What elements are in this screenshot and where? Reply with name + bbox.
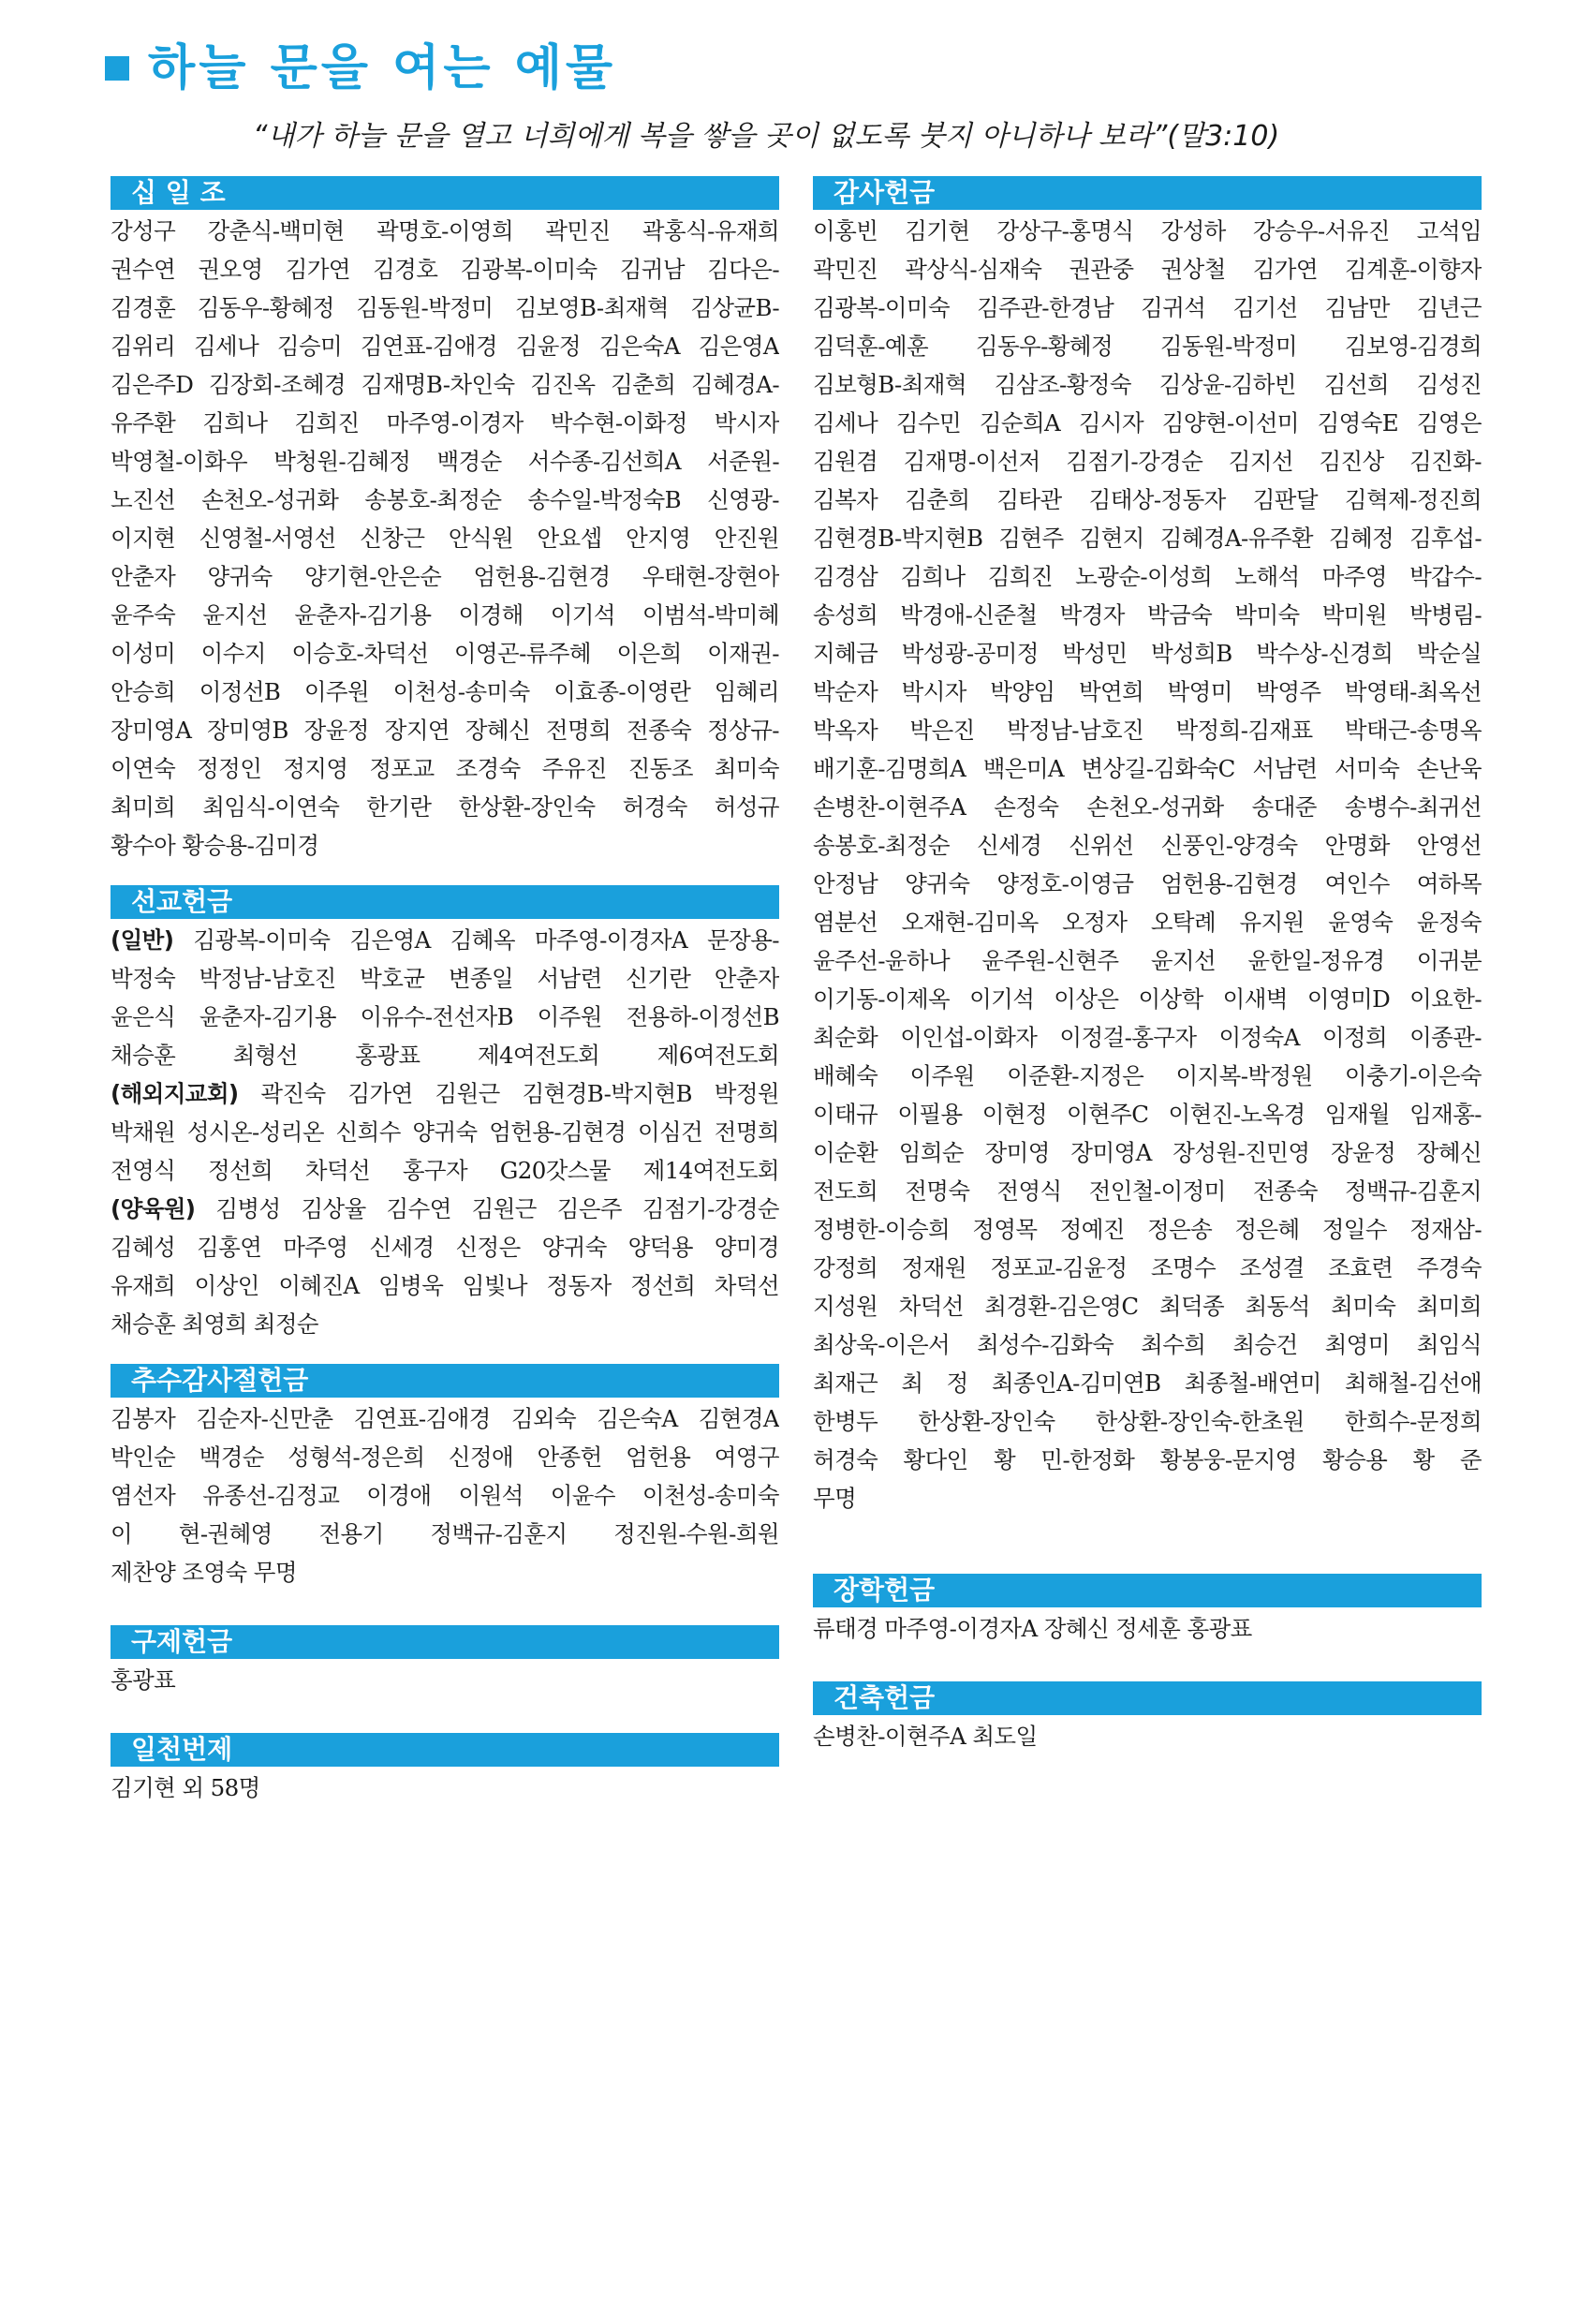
name-line: 노진선 손천오-성귀화 송봉호-최정순 송수일-박정숙B 신영광-: [111, 486, 779, 513]
name-line: 김현경B-박지현B 김현주 김현지 김혜경A-유주환 김혜정 김후섭-: [813, 525, 1482, 552]
name-line: 황수아 황승용-김미경: [111, 832, 319, 859]
section-heading: 구제헌금: [111, 1625, 779, 1659]
name-line: 김은주D 김장회-조혜경 김재명B-차인숙 김진옥 김춘희 김혜경A-: [111, 371, 779, 398]
name-line: [111, 1151, 779, 1190]
name-line: 박인순 백경순 성형석-정은희 신정애 안종헌 엄헌용 여영구: [111, 1443, 779, 1471]
name-line: 김기현 외 58명: [111, 1774, 260, 1801]
category-label: (양육원): [111, 1195, 196, 1222]
section-thousand: [111, 1733, 779, 1807]
name-line: 홍광표: [111, 1666, 176, 1694]
name-line: 박순자 박시자 박양임 박연희 박영미 박영주 박영태-최옥선: [813, 678, 1482, 705]
names-text: 전영식 정선희 차덕선 홍구자 G20갓스물 제14여전도회: [111, 1157, 779, 1184]
name-line: 안승희 이정선B 이주원 이천성-송미숙 이효종-이영란 임혜리: [111, 678, 779, 705]
name-line: 강정희 정재원 정포교-김윤정 조명수 조성결 조효련 주경숙: [813, 1254, 1482, 1281]
name-line: 장미영A 장미영B 장윤정 장지연 장혜신 전명희 전종숙 정상규-: [111, 717, 779, 744]
name-line: 김위리 김세나 김승미 김연표-김애경 김윤정 김은숙A 김은영A: [111, 333, 779, 360]
name-list: [111, 921, 779, 1343]
name-line: 최상욱-이은서 최성수-김화숙 최수희 최승건 최영미 최임식: [813, 1331, 1482, 1358]
names-text: 채승훈 최영희 최정순: [111, 1310, 318, 1338]
section-heading: 건축헌금: [813, 1681, 1482, 1715]
right-column: [813, 176, 1482, 1755]
name-line: 박옥자 박은진 박정남-남호진 박정희-김재표 박태근-송명옥: [813, 717, 1482, 744]
section-relief: [111, 1625, 779, 1699]
name-line: 손병찬-이현주A 손정숙 손천오-성귀화 송대준 송병수-최귀선: [813, 793, 1482, 821]
scripture-verse: “내가 하늘 문을 열고 너희에게 복을 쌓을 곳이 없도록 붓지 아니하나 보라”(말3:10): [253, 120, 1280, 153]
square-bullet-icon: [105, 56, 129, 81]
page-header: [105, 37, 1510, 99]
name-line: 김덕훈-예훈 김동우-황혜정 김동원-박정미 김보영-김경희: [813, 333, 1482, 360]
name-line: [111, 921, 779, 959]
name-line: 강성구 강춘식-백미현 곽명호-이영희 곽민진 곽홍식-유재희: [111, 217, 779, 244]
names-text: 박정숙 박정남-남호진 박호균 변종일 서남련 신기란 안춘자: [111, 965, 779, 992]
name-list: [813, 1717, 1482, 1755]
name-line: 김세나 김수민 김순희A 김시자 김양현-이선미 김영숙E 김영은: [813, 409, 1482, 437]
names-text: 채승훈 최형선 홍광표 제4여전도회 제6여전도회: [111, 1042, 779, 1069]
name-line: 김보형B-최재혁 김삼조-황정숙 김상윤-김하빈 김선희 김성진: [813, 371, 1482, 398]
name-line: 배혜숙 이주원 이준환-지정은 이지복-박정원 이충기-이은숙: [813, 1062, 1482, 1089]
name-line: [111, 1036, 779, 1074]
category-label: (일반): [111, 926, 174, 954]
name-line: 이태규 이필용 이현정 이현주C 이현진-노옥경 임재월 임재홍-: [813, 1101, 1482, 1128]
name-line: 유주환 김희나 김희진 마주영-이경자 박수현-이화정 박시자: [111, 409, 779, 437]
names-text: 윤은식 윤춘자-김기용 이유수-전선자B 이주원 전용하-이정선B: [111, 1003, 779, 1030]
name-list: [111, 1661, 779, 1699]
name-line: 지성원 차덕선 최경환-김은영C 최덕종 최동석 최미숙 최미희: [813, 1293, 1482, 1320]
name-line: 한병두 한상환-장인숙 한상환-장인숙-한초원 한희수-문정희: [813, 1408, 1482, 1435]
name-line: 최재근 최 정 최종인A-김미연B 최종철-배연미 최해철-김선애: [813, 1369, 1482, 1397]
names-text: 유재희 이상인 이혜진A 임병욱 임빛나 정동자 정선희 차덕선: [111, 1272, 779, 1299]
names-text: 김혜성 김홍연 마주영 신세경 신정은 양귀숙 양덕용 양미경: [111, 1234, 779, 1261]
name-line: 이 현-권혜영 전용기 정백규-김훈지 정진원-수원-희원: [111, 1520, 779, 1547]
name-line: [111, 1228, 779, 1266]
name-line: [111, 1266, 779, 1305]
category-label: (해외지교회): [111, 1080, 239, 1107]
name-line: 윤주선-윤하나 윤주원-신현주 윤지선 윤한일-정유경 이귀분: [813, 947, 1482, 974]
name-line: 염선자 유종선-김정교 이경애 이원석 이윤수 이천성-송미숙: [111, 1482, 779, 1509]
name-line: 안춘자 양귀숙 양기현-안은순 엄헌용-김현경 우태현-장현아: [111, 563, 779, 590]
name-line: [111, 1305, 779, 1343]
name-line: 박영철-이화우 박청원-김혜정 백경순 서수종-김선희A 서준원-: [111, 448, 779, 475]
name-line: 지혜금 박성광-공미정 박성민 박성희B 박수상-신경희 박순실: [813, 640, 1482, 667]
name-line: 허경숙 황다인 황 민-한정화 황봉웅-문지영 황승용 황 준: [813, 1446, 1482, 1473]
name-line: 전도희 전명숙 전영식 전인철-이정미 전종숙 정백규-김훈지: [813, 1177, 1482, 1205]
name-list: [111, 1399, 779, 1591]
name-line: 손병찬-이현주A 최도일: [813, 1723, 1038, 1750]
section-thanks-season: [111, 1364, 779, 1591]
section-scholarship: [813, 1574, 1482, 1648]
section-heading: 추수감사절헌금: [111, 1364, 779, 1398]
name-line: [111, 1074, 779, 1113]
section-tithe: [111, 176, 779, 865]
name-line: 최순화 이인섭-이화자 이정걸-홍구자 이정숙A 이정희 이종관-: [813, 1024, 1482, 1051]
name-list: [111, 212, 779, 865]
name-line: [111, 1113, 779, 1151]
names-text: 곽진숙 김가연 김원근 김현경B-박지현B 박정원: [238, 1080, 779, 1107]
name-list: [111, 1769, 779, 1807]
name-line: 무명: [813, 1485, 857, 1512]
name-list: [813, 212, 1482, 1517]
section-heading: 감사헌금: [813, 176, 1482, 210]
section-heading: 십 일 조: [111, 176, 779, 210]
name-line: 송성희 박경애-신준철 박경자 박금숙 박미숙 박미원 박병림-: [813, 601, 1482, 629]
name-line: 김경삼 김희나 김희진 노광순-이성희 노해석 마주영 박갑수-: [813, 563, 1482, 590]
name-line: 김봉자 김순자-신만춘 김연표-김애경 김외숙 김은숙A 김현경A: [111, 1405, 779, 1432]
name-line: 이연숙 정정인 정지영 정포교 조경숙 주유진 진동조 최미숙: [111, 755, 779, 782]
names-text: 김병성 김상율 김수연 김원근 김은주 김점기-강경순: [195, 1195, 779, 1222]
name-line: 제찬양 조영숙 무명: [111, 1559, 297, 1586]
name-line: [111, 998, 779, 1036]
name-list: [813, 1609, 1482, 1648]
name-line: 김복자 김춘희 김타관 김태상-정동자 김판달 김혁제-정진희: [813, 486, 1482, 513]
section-thanks: [813, 176, 1482, 1517]
name-line: 류태경 마주영-이경자A 장혜신 정세훈 홍광표: [813, 1615, 1252, 1642]
name-line: 김광복-이미숙 김주관-한경남 김귀석 김기선 김남만 김년근: [813, 294, 1482, 321]
name-line: 정병한-이승희 정영목 정예진 정은송 정은혜 정일수 정재삼-: [813, 1216, 1482, 1243]
section-heading: 장학헌금: [813, 1574, 1482, 1607]
name-line: 이지현 신영철-서영선 신창근 안식원 안요셉 안지영 안진원: [111, 525, 779, 552]
name-line: 김경훈 김동우-황혜정 김동원-박정미 김보영B-최재혁 김상균B-: [111, 294, 779, 321]
name-line: 권수연 권오영 김가연 김경호 김광복-이미숙 김귀남 김다은-: [111, 256, 779, 283]
name-line: 안정남 양귀숙 양정호-이영금 엄헌용-김현경 여인수 여하목: [813, 870, 1482, 897]
name-line: 최미희 최임식-이연숙 한기란 한상환-장인숙 허경숙 허성규: [111, 793, 779, 821]
name-line: [111, 1190, 779, 1228]
name-line: 이기동-이제옥 이기석 이상은 이상학 이새벽 이영미D 이요한-: [813, 985, 1482, 1013]
section-heading: 일천번제: [111, 1733, 779, 1767]
names-text: 박채원 성시온-성리온 신희수 양귀숙 엄헌용-김현경 이심건 전명희: [111, 1118, 779, 1146]
title-row: [105, 37, 1510, 99]
name-line: 이순환 임희순 장미영 장미영A 장성원-진민영 장윤정 장혜신: [813, 1139, 1482, 1166]
name-line: 배기훈-김명희A 백은미A 변상길-김화숙C 서남련 서미숙 손난욱: [813, 755, 1482, 782]
name-line: 김원겸 김재명-이선저 김점기-강경순 김지선 김진상 김진화-: [813, 448, 1482, 475]
page-title: 하늘 문을 여는 예물: [148, 40, 617, 96]
section-heading: 선교헌금: [111, 885, 779, 919]
left-column: [111, 176, 779, 1807]
name-line: 염분선 오재현-김미옥 오정자 오탁례 유지원 윤영숙 윤정숙: [813, 909, 1482, 936]
name-line: 곽민진 곽상식-심재숙 권관중 권상철 김가연 김계훈-이향자: [813, 256, 1482, 283]
name-line: 송봉호-최정순 신세경 신위선 신풍인-양경숙 안명화 안영선: [813, 832, 1482, 859]
section-mission: [111, 885, 779, 1343]
section-building: [813, 1681, 1482, 1755]
name-line: 윤주숙 윤지선 윤춘자-김기용 이경해 이기석 이범석-박미혜: [111, 601, 779, 629]
name-line: 이홍빈 김기현 강상구-홍명식 강성하 강승우-서유진 고석임: [813, 217, 1482, 244]
names-text: 김광복-이미숙 김은영A 김혜옥 마주영-이경자A 문장용-: [173, 926, 779, 954]
name-line: 이성미 이수지 이승호-차덕선 이영곤-류주혜 이은희 이재권-: [111, 640, 779, 667]
name-line: [111, 959, 779, 998]
